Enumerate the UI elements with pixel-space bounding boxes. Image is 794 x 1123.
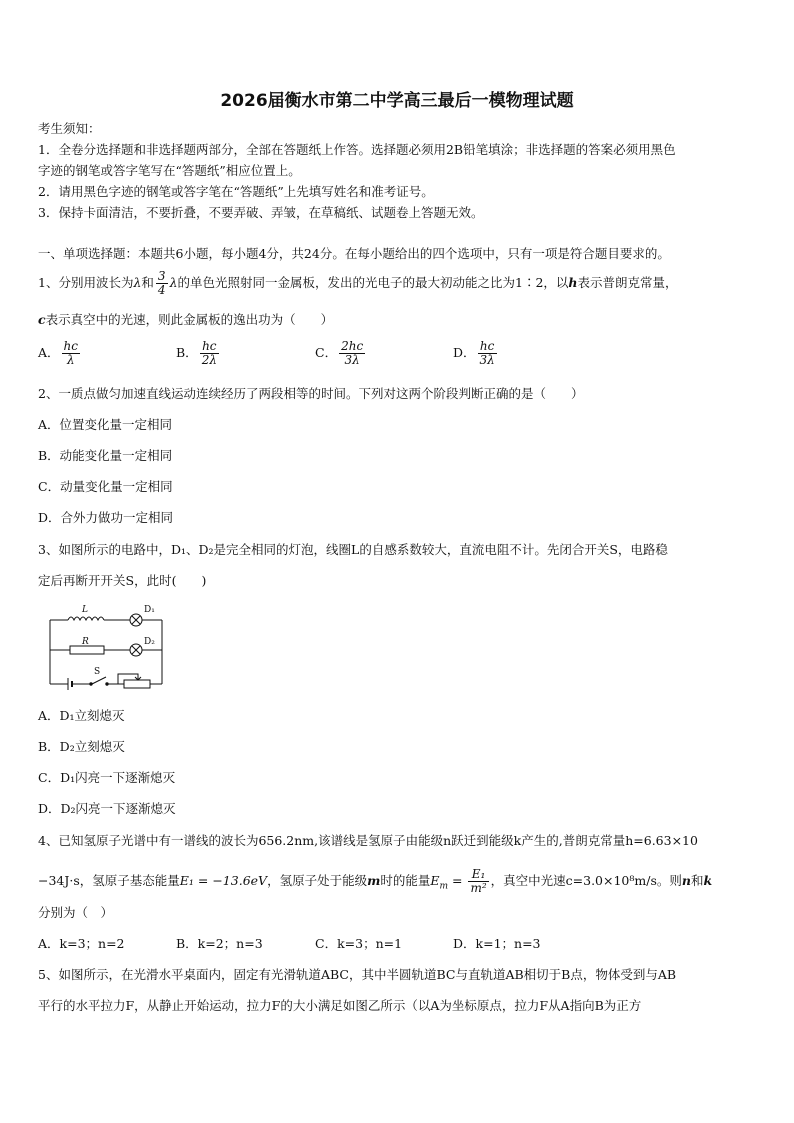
q1-text-5: 表示真空中的光速，则此金属板的逸出功为（ ）: [45, 312, 334, 327]
label-l: L: [82, 605, 88, 615]
q1-option-b-num: hc: [200, 340, 219, 354]
q4-stem-line-1: 4、已知氢原子光谱中有一谱线的波长为656.2nm,该谱线是氢原子由能级n跃迁到能级k产生的,普朗克常量h=6.63×10: [38, 833, 698, 848]
q4-em-sub: m: [439, 881, 449, 892]
q4-option-b[interactable]: B．k=2；n=3: [176, 936, 263, 951]
label-d1: D₁: [144, 605, 155, 615]
q3-stem-line-1: 3、如图所示的电路中，D₁、D₂是完全相同的灯泡，线圈L的自感系数较大，直流电阻不计。先闭合开关S，电路稳: [38, 542, 668, 557]
q4-option-d[interactable]: D．k=1；n=3: [453, 936, 541, 951]
q1-option-b-frac: [200, 340, 219, 367]
q1-option-a-den: λ: [66, 353, 75, 367]
q3-option-a[interactable]: A．D₁立刻熄灭: [38, 708, 125, 723]
q1-option-c-den: 3λ: [344, 353, 360, 367]
q2-option-c[interactable]: C．动量变化量一定相同: [38, 479, 173, 494]
switch-s-icon: [92, 677, 106, 684]
q4-em-num: E₁: [468, 868, 488, 882]
section-heading: 一、单项选择题：本题共6小题，每小题4分，共24分。在每小题给出的四个选项中，只有一项是符合题目要求的。: [38, 246, 670, 261]
q1-text-4: 表示普朗克常量，: [577, 275, 678, 290]
q1-option-a[interactable]: [38, 340, 82, 367]
q1-lambda-2: λ: [169, 275, 178, 290]
q1-option-c-num: 2hc: [341, 339, 364, 353]
q2-option-b[interactable]: B．动能变化量一定相同: [38, 448, 173, 463]
q5-stem-line-2: 平行的水平拉力F，从静止开始运动，拉力F的大小满足如图乙所示（以A为坐标原点，拉力F从A指向B为正方: [38, 998, 642, 1013]
q1-option-c-frac: [339, 340, 365, 367]
q2-option-d[interactable]: D．合外力做功一定相同: [38, 510, 174, 525]
q1-frac-num: 3: [157, 269, 166, 283]
q4-em-den: m²: [470, 881, 487, 895]
q1-lambda: λ: [133, 275, 142, 290]
q4-text-a: −34J·s，氢原子基态能量: [38, 873, 180, 888]
q5-stem-line-1: 5、如图所示，在光滑水平桌面内，固定有光滑轨道ABC，其中半圆轨道BC与直轨道AB相切于B点，物体受到与AB: [38, 967, 677, 982]
q3-option-c[interactable]: C．D₁闪亮一下逐渐熄灭: [38, 770, 176, 785]
q2-stem: 2、一质点做匀加速直线运动连续经历了两段相等的时间。下列对这两个阶段判断正确的是（ ）: [38, 386, 584, 401]
notice-item-3: 3．保持卡面清洁，不要折叠，不要弄破、弄皱，在草稿纸、试题卷上答题无效。: [38, 205, 484, 220]
q1-option-b[interactable]: [176, 340, 221, 367]
q4-em-frac: [468, 868, 488, 895]
q4-and: 和: [690, 873, 704, 888]
q1-option-d-frac: [478, 340, 497, 367]
q1-c: c: [38, 312, 46, 327]
q1-option-d-den: 3λ: [479, 353, 495, 367]
q2-option-a[interactable]: A．位置变化量一定相同: [38, 417, 173, 432]
q1-option-b-label: B．: [176, 345, 198, 360]
q1-option-d-num: hc: [478, 340, 497, 354]
label-r: R: [82, 637, 89, 647]
label-d2: D₂: [144, 637, 155, 647]
q4-option-a[interactable]: A．k=3；n=2: [38, 936, 125, 951]
q1-text-1: 1、分别用波长为: [38, 275, 134, 290]
notice-item-1-line-2: 字迹的钢笔或答字笔写在“答题纸”相应位置上。: [38, 163, 301, 178]
q3-circuit-diagram: [44, 600, 172, 692]
inductor-coil-icon: [68, 617, 104, 620]
q4-text-c: 时的能量: [380, 873, 431, 888]
q3-option-b[interactable]: B．D₂立刻熄灭: [38, 739, 125, 754]
notice-item-2: 2．请用黑色字迹的钢笔或答字笔在“答题纸”上先填写姓名和准考证号。: [38, 184, 434, 199]
q1-option-a-num: hc: [63, 339, 78, 353]
q1-fraction: [156, 270, 168, 297]
q4-stem-line-2: −34J·s，氢原子基态能量E₁ = −13.6eV，氢原子处于能级m时的能量$E_m$ = $\frac{\text{E₁}}{\text{m²}}$ ，真空中光速c=3.0×10⁸m/s。则n和k: [38, 867, 713, 895]
q4-m: m: [367, 873, 381, 888]
q3-option-d[interactable]: D．D₂闪亮一下逐渐熄灭: [38, 801, 176, 816]
notice-item-1-line-1: 1．全卷分选择题和非选择题两部分，全部在答题纸上作答。选择题必须用2B铅笔填涂；非选择题的答案必须用黑色: [38, 142, 676, 157]
q1-option-d[interactable]: [453, 340, 499, 367]
resistor-icon: [70, 646, 104, 654]
q4-stem-line-3: 分别为（ ）: [38, 905, 114, 920]
q4-e1: E₁ = −13.6eV: [179, 873, 268, 888]
q4-n: n: [681, 873, 691, 888]
q1-frac-den: 4: [157, 283, 166, 297]
q1-option-b-den: 2λ: [201, 353, 217, 367]
q1-stem-line-2: [38, 312, 333, 328]
label-s: S: [94, 667, 101, 677]
rheostat-icon: [124, 680, 150, 688]
page-title: 2026届衡水市第二中学高三最后一模物理试题: [220, 91, 574, 111]
q1-option-d-label: D．: [453, 345, 476, 360]
q1-h: h: [568, 275, 578, 290]
q1-option-a-label: A．: [38, 345, 60, 360]
q4-em: E: [430, 873, 440, 888]
q4-text-d: ，真空中光速c=3.0×10⁸m/s。则: [490, 873, 682, 888]
notice-heading: 考生须知：: [38, 121, 101, 136]
q1-stem-line-1: [38, 270, 678, 297]
q4-k: k: [703, 873, 713, 888]
q1-option-c-label: C．: [315, 345, 338, 360]
q4-option-c[interactable]: C．k=3；n=1: [315, 936, 403, 951]
q1-text-2: 和: [141, 275, 154, 290]
q1-option-c[interactable]: [315, 340, 367, 367]
q3-stem-line-2: 定后再断开开关S，此时( ): [38, 573, 207, 588]
q1-option-a-frac: [62, 340, 80, 367]
q4-text-b: ，氢原子处于能级: [267, 873, 368, 888]
q1-text-3: 的单色光照射同一金属板，发出的光电子的最大初动能之比为1∶2，以: [177, 275, 569, 290]
